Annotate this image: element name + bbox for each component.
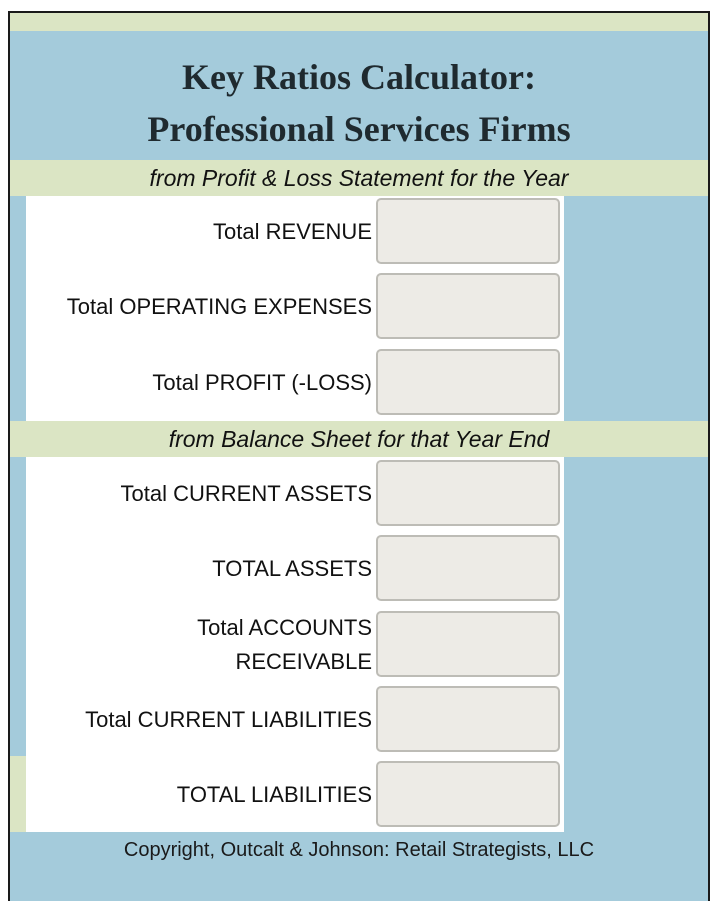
field-label: Total OPERATING EXPENSES (66, 294, 372, 319)
page-title (10, 51, 708, 155)
field-row-total-current-liabilities (26, 684, 564, 756)
field-row-total-profit-loss (26, 347, 564, 419)
field-row-total-accounts-receivable (26, 609, 564, 681)
field-label (197, 609, 372, 681)
section-heading-profit-loss: from Profit & Loss Statement for the Year (10, 160, 708, 196)
section-heading-balance-sheet: from Balance Sheet for that Year End (10, 421, 708, 457)
field-label: TOTAL ASSETS (212, 556, 372, 581)
field-row-total-assets (26, 533, 564, 605)
field-label: TOTAL LIABILITIES (176, 782, 372, 807)
total-revenue-input[interactable] (376, 198, 560, 264)
total-current-liabilities-input[interactable] (376, 686, 560, 752)
field-label-line-1: Total ACCOUNTS (197, 615, 372, 640)
top-accent-strip (10, 13, 708, 31)
field-row-total-current-assets (26, 458, 564, 530)
title-line-1: Key Ratios Calculator: (182, 57, 536, 97)
calculator-frame (8, 11, 710, 901)
total-profit-loss-input[interactable] (376, 349, 560, 415)
field-label: Total CURRENT LIABILITIES (85, 707, 372, 732)
total-liabilities-input[interactable] (376, 761, 560, 827)
field-label: Total PROFIT (-LOSS) (152, 370, 372, 395)
field-row-total-operating-expenses (26, 271, 564, 343)
field-label-line-2: RECEIVABLE (235, 649, 372, 674)
total-current-assets-input[interactable] (376, 460, 560, 526)
field-row-total-revenue (26, 196, 564, 268)
side-accent-strip (10, 756, 26, 832)
field-label: Total REVENUE (213, 219, 372, 244)
copyright-notice: Copyright, Outcalt & Johnson: Retail Strategists, LLC (123, 839, 595, 861)
total-accounts-receivable-input[interactable] (376, 611, 560, 677)
title-line-2: Professional Services Firms (147, 109, 571, 149)
field-label: Total CURRENT ASSETS (120, 481, 372, 506)
total-assets-input[interactable] (376, 535, 560, 601)
field-row-total-liabilities (26, 759, 564, 831)
total-operating-expenses-input[interactable] (376, 273, 560, 339)
